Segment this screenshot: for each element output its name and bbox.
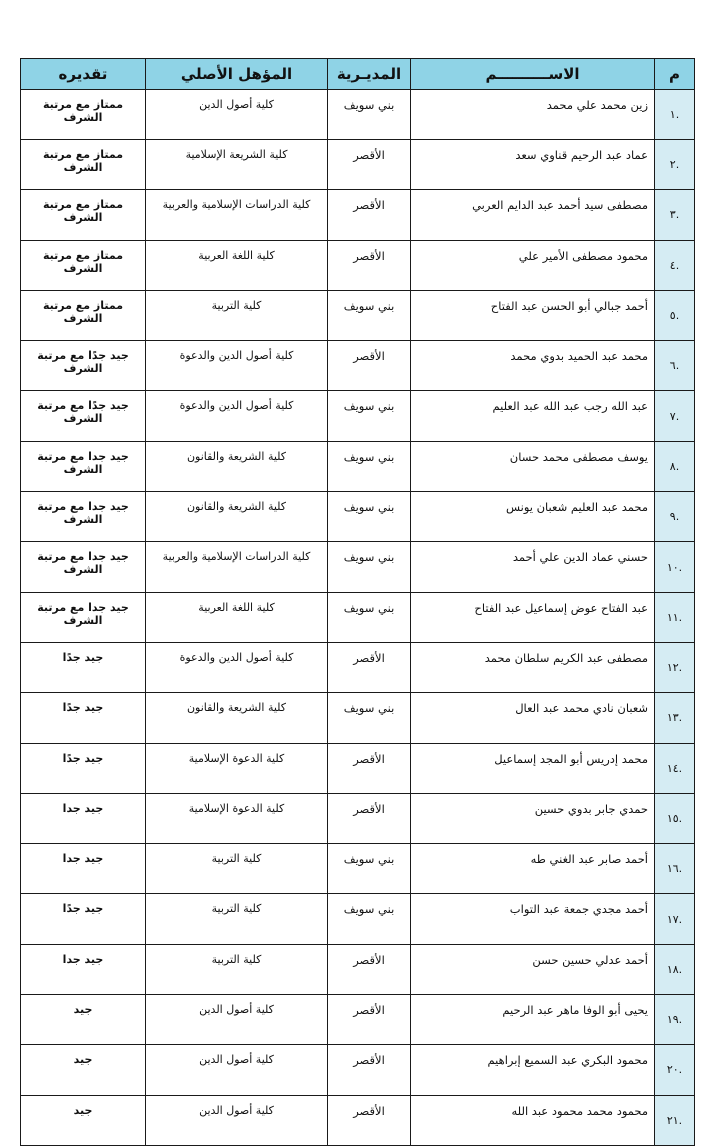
row-qualification: كلية أصول الدين والدعوة [146,642,328,692]
row-directorate: بني سويف [328,391,411,441]
table-row [21,240,695,290]
row-qualification: كلية الدعوة الإسلامية [146,743,328,793]
row-index: .١١ [655,592,695,642]
row-index: .١٣ [655,693,695,743]
row-qualification: كلية الدعوة الإسلامية [146,793,328,843]
row-index: .٢ [655,140,695,190]
row-directorate: الأقصر [328,341,411,391]
row-directorate: الأقصر [328,1095,411,1145]
row-grade: جيد جدا مع مرتبة الشرف [21,441,146,491]
row-grade: ممتاز مع مرتبة الشرف [21,290,146,340]
results-table [20,58,695,1146]
row-index: .١٧ [655,894,695,944]
row-index: .١٨ [655,944,695,994]
row-name: محمد إدريس أبو المجد إسماعيل [411,743,655,793]
table-row [21,793,695,843]
row-qualification: كلية الشريعة والقانون [146,693,328,743]
table-row [21,492,695,542]
row-directorate: الأقصر [328,190,411,240]
row-grade: جيد جدا مع مرتبة الشرف [21,592,146,642]
row-grade: ممتاز مع مرتبة الشرف [21,90,146,140]
table-row [21,441,695,491]
table-row [21,290,695,340]
row-name: أحمد صابر عبد الغني طه [411,844,655,894]
row-name: محمود محمد محمود عبد الله [411,1095,655,1145]
row-grade: جيد جدًا [21,642,146,692]
row-name: حمدي جابر بدوي حسين [411,793,655,843]
row-name: أحمد عدلي حسين حسن [411,944,655,994]
row-qualification: كلية التربية [146,944,328,994]
row-name: حسني عماد الدين علي أحمد [411,542,655,592]
row-qualification: كلية أصول الدين [146,1095,328,1145]
table-row [21,743,695,793]
row-index: .٢٠ [655,1045,695,1095]
row-name: مصطفى عبد الكريم سلطان محمد [411,642,655,692]
row-name: شعبان نادي محمد عبد العال [411,693,655,743]
table-row [21,1095,695,1145]
row-directorate: بني سويف [328,492,411,542]
results-table-container [20,58,694,1146]
row-index: .٧ [655,391,695,441]
table-row [21,140,695,190]
table-row [21,592,695,642]
row-grade: جيد [21,1095,146,1145]
row-name: مصطفى سيد أحمد عبد الدايم العربي [411,190,655,240]
row-directorate: الأقصر [328,793,411,843]
table-row [21,693,695,743]
row-grade: جيد جدًا [21,743,146,793]
row-index: .٤ [655,240,695,290]
row-grade: جيد جدا [21,844,146,894]
row-grade: جيد جدا [21,944,146,994]
row-grade: ممتاز مع مرتبة الشرف [21,190,146,240]
row-name: يوسف مصطفى محمد حسان [411,441,655,491]
row-index: .١٥ [655,793,695,843]
row-directorate: بني سويف [328,290,411,340]
row-index: .١٠ [655,542,695,592]
row-name: زين محمد علي محمد [411,90,655,140]
table-row [21,542,695,592]
row-grade: ممتاز مع مرتبة الشرف [21,240,146,290]
row-qualification: كلية أصول الدين [146,995,328,1045]
row-qualification: كلية اللغة العربية [146,592,328,642]
row-directorate: بني سويف [328,894,411,944]
row-directorate: بني سويف [328,592,411,642]
row-qualification: كلية أصول الدين والدعوة [146,391,328,441]
table-row [21,944,695,994]
row-name: عبد الله رجب عبد الله عبد العليم [411,391,655,441]
row-qualification: كلية أصول الدين [146,90,328,140]
row-directorate: بني سويف [328,844,411,894]
row-qualification: كلية الشريعة والقانون [146,492,328,542]
row-name: محمود البكري عبد السميع إبراهيم [411,1045,655,1095]
header-directorate: المديـرية [328,59,411,90]
row-index: .٥ [655,290,695,340]
row-directorate: بني سويف [328,542,411,592]
row-directorate: الأقصر [328,743,411,793]
row-index: .٩ [655,492,695,542]
row-qualification: كلية التربية [146,290,328,340]
row-directorate: الأقصر [328,140,411,190]
table-header [21,59,695,90]
row-qualification: كلية الدراسات الإسلامية والعربية [146,542,328,592]
row-grade: جيد جدا [21,793,146,843]
row-qualification: كلية اللغة العربية [146,240,328,290]
table-row [21,642,695,692]
row-grade: جيد جدًا مع مرتبة الشرف [21,341,146,391]
table-row [21,90,695,140]
row-index: .١٩ [655,995,695,1045]
row-qualification: كلية أصول الدين والدعوة [146,341,328,391]
header-index: م [655,59,695,90]
row-index: .٢١ [655,1095,695,1145]
row-grade: جيد [21,1045,146,1095]
row-index: .١٤ [655,743,695,793]
row-grade: جيد [21,995,146,1045]
row-directorate: بني سويف [328,441,411,491]
row-directorate: الأقصر [328,642,411,692]
row-grade: ممتاز مع مرتبة الشرف [21,140,146,190]
row-qualification: كلية التربية [146,844,328,894]
row-name: أحمد مجدي جمعة عبد التواب [411,894,655,944]
row-directorate: الأقصر [328,995,411,1045]
row-grade: جيد جدا مع مرتبة الشرف [21,542,146,592]
row-index: .٦ [655,341,695,391]
table-row [21,844,695,894]
row-index: .٨ [655,441,695,491]
row-directorate: بني سويف [328,90,411,140]
row-directorate: الأقصر [328,944,411,994]
row-name: محمود مصطفى الأمير علي [411,240,655,290]
table-row [21,995,695,1045]
row-name: عماد عبد الرحيم قناوي سعد [411,140,655,190]
row-index: .١٢ [655,642,695,692]
row-index: .١٦ [655,844,695,894]
table-row [21,190,695,240]
row-directorate: الأقصر [328,1045,411,1095]
row-qualification: كلية الدراسات الإسلامية والعربية [146,190,328,240]
row-qualification: كلية أصول الدين [146,1045,328,1095]
header-row [21,59,695,90]
row-directorate: الأقصر [328,240,411,290]
table-row [21,341,695,391]
header-grade: تقديره [21,59,146,90]
table-row [21,1045,695,1095]
row-index: .١ [655,90,695,140]
row-grade: جيد جدًا [21,894,146,944]
row-grade: جيد جدًا [21,693,146,743]
row-directorate: بني سويف [328,693,411,743]
row-grade: جيد جدًا مع مرتبة الشرف [21,391,146,441]
row-qualification: كلية الشريعة والقانون [146,441,328,491]
row-qualification: كلية الشريعة الإسلامية [146,140,328,190]
row-name: محمد عبد الحميد بدوي محمد [411,341,655,391]
header-name: الاســــــــــم [411,59,655,90]
header-qualification: المؤهل الأصلي [146,59,328,90]
table-row [21,894,695,944]
table-row [21,391,695,441]
row-name: أحمد جبالي أبو الحسن عبد الفتاح [411,290,655,340]
row-index: .٣ [655,190,695,240]
row-name: يحيى أبو الوفا ماهر عبد الرحيم [411,995,655,1045]
row-name: عبد الفتاح عوض إسماعيل عبد الفتاح [411,592,655,642]
table-body [21,90,695,1146]
row-name: محمد عبد العليم شعبان يونس [411,492,655,542]
row-qualification: كلية التربية [146,894,328,944]
row-grade: جيد جدا مع مرتبة الشرف [21,492,146,542]
